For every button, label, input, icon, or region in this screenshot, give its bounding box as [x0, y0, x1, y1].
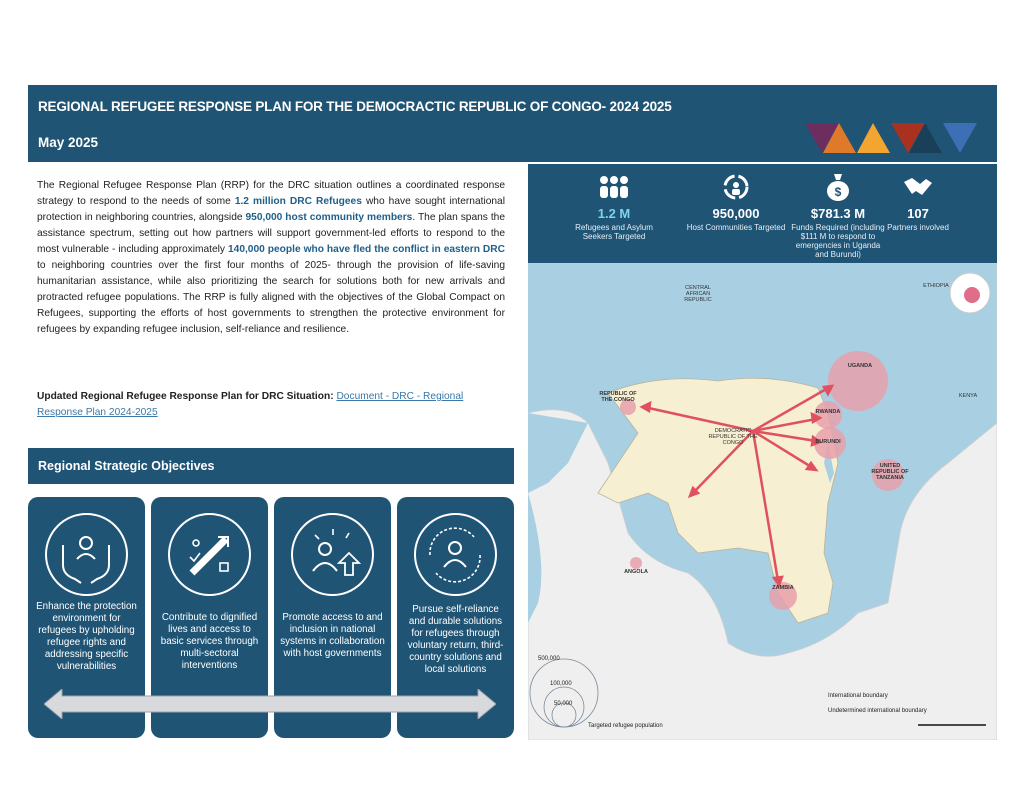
objective-text-3: Promote access to and inclusion in national systems in collaboration with host governments — [280, 612, 385, 659]
stat-refugees-value: 1.2 M — [597, 206, 631, 221]
objective-text-2: Contribute to dignified lives and access to basic services through multi-sectoral interventions — [160, 612, 259, 671]
stat-partners — [868, 172, 968, 232]
stat-partners-value: 107 — [907, 206, 929, 221]
page-date: May 2025 — [38, 135, 99, 150]
community-cycle-icon — [686, 172, 786, 202]
legend-caption: Targeted refugee population — [588, 723, 663, 729]
highlight-fled: 140,000 people who have fled the conflict in eastern DRC — [227, 244, 505, 255]
stat-partners-label: Partners involved — [887, 223, 949, 232]
stat-host — [686, 172, 786, 232]
label-angola: ANGOLA — [624, 569, 648, 575]
stat-funds-label: Funds Required (including $111 M to respond to emergencies in Uganda and Burundi) — [791, 223, 885, 259]
label-car: CENTRAL AFRICAN REPUBLIC — [684, 285, 712, 303]
inclusion-icon — [291, 513, 374, 596]
angola-bubble — [630, 557, 642, 569]
rwanda-bubble — [814, 401, 842, 429]
updated-plan-line: Updated Regional Refugee Response Plan for DRC Situation: Document - DRC - Regional Response Plan 2024-2025 — [37, 391, 464, 418]
legend-boundary: International boundary — [828, 693, 888, 699]
label-ethiopia: ETHIOPIA — [923, 283, 949, 289]
objectives-area — [28, 497, 514, 738]
stat-funds-value: $781.3 M — [810, 206, 866, 221]
map-graphic — [528, 263, 997, 740]
page-title: REGIONAL REFUGEE RESPONSE PLAN FOR THE DEMOCRACTIC REPUBLIC OF CONGO- 2024 2025 — [38, 99, 672, 114]
stat-host-label: Host Communities Targeted — [686, 223, 786, 232]
objective-text-4: Pursue self-reliance and durable solutions for refugees through voluntary return, third-country solutions and local solutions — [407, 604, 504, 675]
label-burundi: BURUNDI — [815, 439, 841, 445]
handshake-icon — [868, 172, 968, 202]
svg-text:$: $ — [834, 185, 842, 199]
double-arrow-band — [44, 689, 496, 719]
label-zambia: ZAMBIA — [772, 585, 794, 591]
protection-hands-icon — [45, 513, 128, 596]
updated-label: Updated Regional Refugee Response Plan for DRC Situation — [37, 391, 331, 402]
stat-host-value: 950,000 — [712, 206, 760, 221]
header-banner — [28, 85, 997, 162]
objectives-header — [28, 448, 514, 484]
objectives-title: Regional Strategic Objectives — [38, 459, 215, 473]
label-rwanda: RWANDA — [815, 409, 841, 415]
stat-refugees — [564, 172, 664, 241]
highlight-refugees: 1.2 million DRC Refugees — [234, 196, 362, 207]
legend-scale-top: 500,000 — [538, 656, 560, 662]
services-icon — [168, 513, 251, 596]
label-uganda: UGANDA — [847, 363, 873, 369]
right-panel — [528, 164, 997, 740]
label-kenya: KENYA — [958, 393, 978, 399]
objective-text-1: Enhance the protection environment for refugees by upholding refugee rights and addressing specific vulnerabilities — [36, 601, 137, 672]
legend-scale-mid: 100,000 — [550, 681, 572, 687]
uganda-bubble — [828, 351, 888, 411]
label-rep-congo: REPUBLIC OF THE CONGO — [599, 391, 637, 403]
key-figures — [528, 164, 997, 263]
people-icon — [564, 172, 664, 202]
logo-triangles — [805, 123, 995, 155]
highlight-host: 950,000 host community members — [245, 212, 413, 223]
label-tanzania: UNITED REPUBLIC OF TANZANIA — [871, 463, 909, 481]
intro-paragraph: The Regional Refugee Response Plan (RRP) for the DRC situation outlines a coordinated response strategy to respond to the needs of some 1.2 million DRC Refugees who have sought international protection in neighboring countries, alongside 950,000 host community members. The plan spans the assistance spectrum, setting out how partners will support government-led efforts to respond to the most vulnerable - including approximately 140,000 people who have fled the conflict in eastern DRC to neighboring countries over the first four months of 2025- through the provision of life-saving humanitarian assistance, while also prioritizing the search for solutions both for new arrivals and protracted refugee populations. The RRP is fully aligned with the objectives of the Global Compact on Refugees, supporting the efforts of host governments to strengthen the protective environment for refugees by expanding refugee inclusion, self-reliance and resilience. — [37, 180, 505, 335]
solutions-icon — [414, 513, 497, 596]
label-drc: DEMOCRATIC REPUBLIC OF THE CONGO — [708, 428, 758, 446]
stat-refugees-label: Refugees and Asylum Seekers Targeted — [575, 223, 653, 241]
legend-undetermined: Undetermined international boundary — [828, 708, 927, 714]
legend-scale-bot: 50,000 — [554, 701, 573, 707]
plan-document-link[interactable]: Document - DRC - Regional Response Plan 2024-2025 — [37, 391, 464, 418]
regional-map — [528, 263, 997, 740]
